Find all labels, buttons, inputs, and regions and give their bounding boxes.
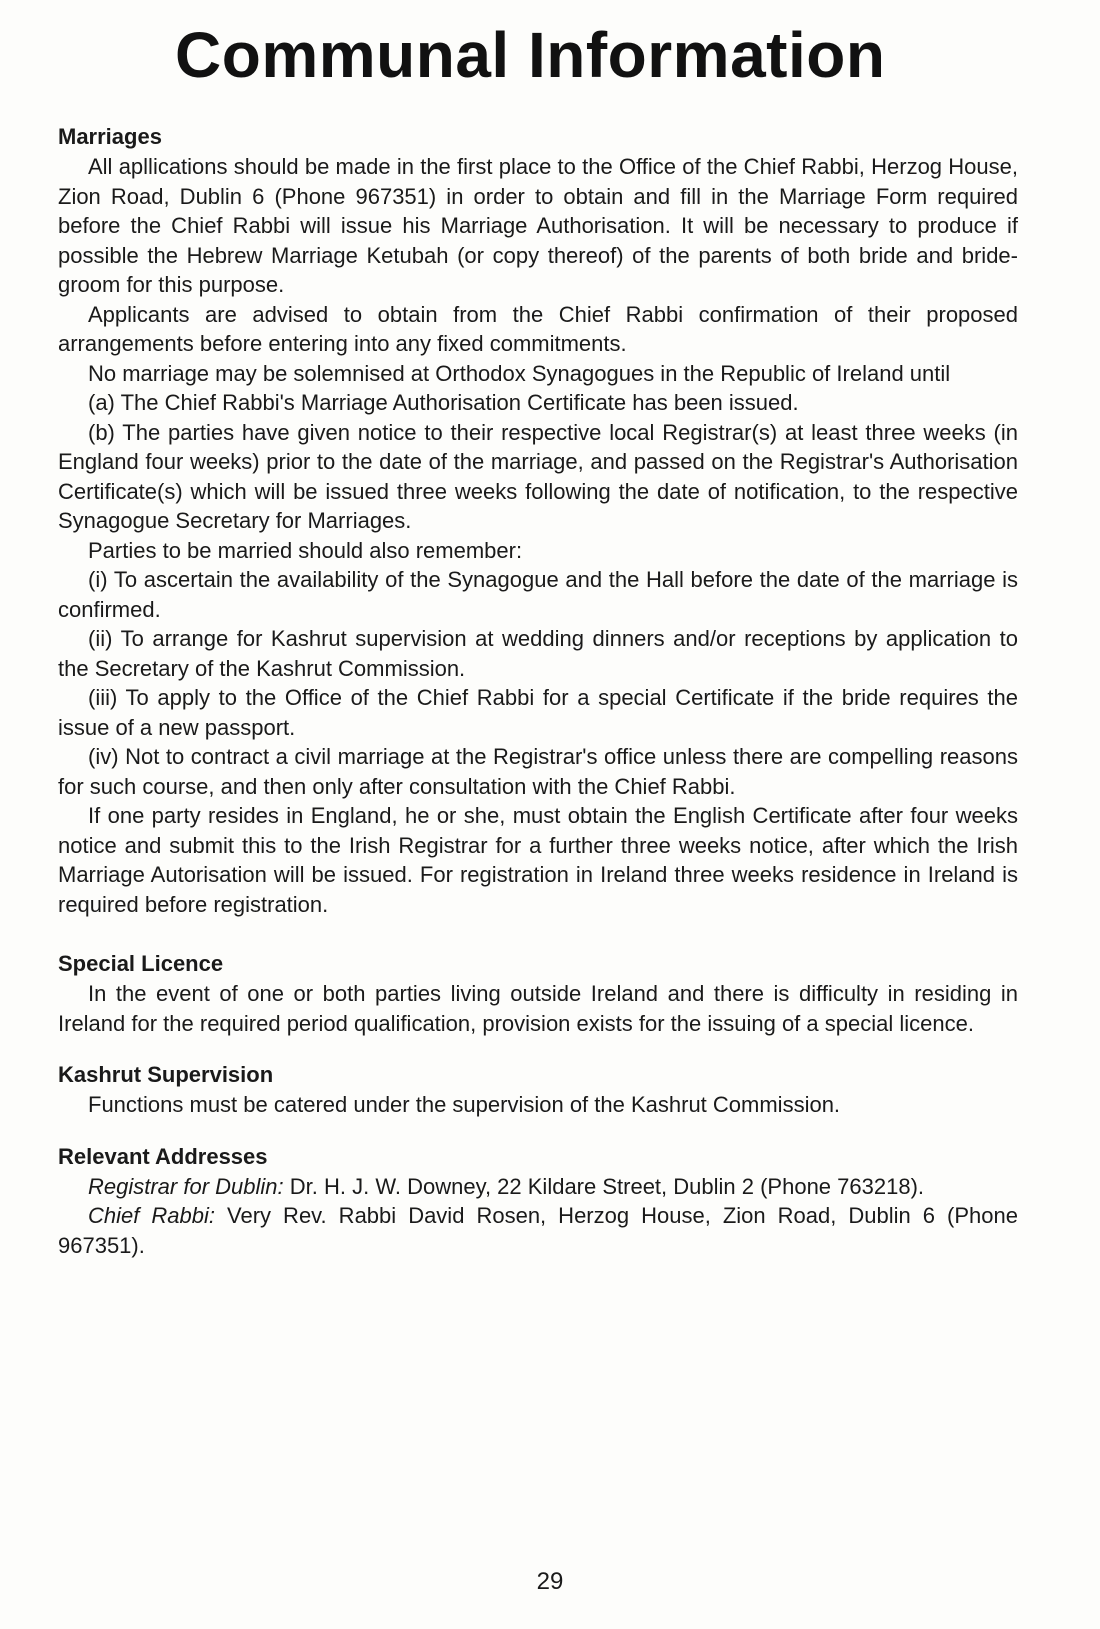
paragraph: In the event of one or both parties living outside Ireland and there is difficulty in residing in Ireland for the required period qualification, provision exists for the issuing of a special licence. bbox=[58, 981, 1018, 1036]
address-entry bbox=[58, 1201, 1018, 1260]
paragraph: If one party resides in England, he or she, must obtain the English Certificate after four weeks notice and submit this to the Irish Registrar for a further three weeks notice, after which the Irish Marriage Autorisation will be issued. For registration in Ireland three weeks residence in Ireland is required before registration. bbox=[58, 803, 1018, 917]
page-content bbox=[58, 122, 1018, 1260]
reminder-item: (ii) To arrange for Kashrut supervision at wedding dinners and/or receptions by application to the Secretary of the Kashrut Commission. bbox=[58, 626, 1018, 681]
section-heading-marriages: Marriages bbox=[58, 124, 162, 149]
condition-item: (b) The parties have given notice to their respective local Registrar(s) at least three weeks (in England four weeks) prior to the date of the marriage, and passed on the Registrar's Authorisation Certificate(s) which will be issued three weeks following the date of notification, to the respective Synagogue Secretary for Marriages. bbox=[58, 419, 1018, 533]
marriages-section bbox=[58, 122, 1018, 919]
section-spacer bbox=[58, 919, 1018, 949]
page-title: Communal Information bbox=[175, 19, 886, 91]
paragraph: Applicants are advised to obtain from the Chief Rabbi confirmation of their proposed arrangements before entering into any fixed commitments. bbox=[58, 301, 1018, 356]
address-details: Dr. H. J. W. Downey, 22 Kildare Street, Dublin 2 (Phone 763218). bbox=[289, 1173, 925, 1199]
reminder-item: (iii) To apply to the Office of the Chief Rabbi for a special Certificate if the bride requires the issue of a new passport. bbox=[58, 685, 1018, 740]
paragraph: Parties to be married should also remember: bbox=[88, 537, 523, 563]
section-heading-kashrut: Kashrut Supervision bbox=[58, 1062, 274, 1087]
special-licence-section bbox=[58, 949, 1018, 1038]
section-heading-special-licence: Special Licence bbox=[58, 951, 224, 976]
paragraph: All apllications should be made in the first place to the Office of the Chief Rabbi, Herzog House, Zion Road, Dublin 6 (Phone 967351) in order to obtain and fill in the Marriage Form required before the Chief Rabbi will issue his Marriage Authorisation. It will be necessary to produce if possible the Hebrew Marriage Ketubah (or copy thereof) of the parents of both bride and bride-groom for this purpose. bbox=[58, 154, 1018, 297]
page-number: 29 bbox=[536, 1568, 564, 1595]
section-heading-addresses: Relevant Addresses bbox=[58, 1143, 268, 1169]
paragraph: No marriage may be solemnised at Orthodox Synagogues in the Republic of Ireland until bbox=[88, 360, 951, 386]
address-entry bbox=[58, 1172, 1018, 1202]
addresses-section bbox=[58, 1142, 1018, 1261]
reminder-item: (i) To ascertain the availability of the Synagogue and the Hall before the date of the marriage is confirmed. bbox=[58, 567, 1018, 622]
paragraph: Functions must be catered under the supervision of the Kashrut Commission. bbox=[88, 1092, 841, 1117]
address-details: Very Rev. Rabbi David Rosen, Herzog House, Zion Road, Dublin 6 (Phone 967351). bbox=[58, 1203, 1018, 1258]
reminder-item: (iv) Not to contract a civil marriage at the Registrar's office unless there are compelling reasons for such course, and then only after consultation with the Chief Rabbi. bbox=[58, 744, 1018, 799]
address-role: Chief Rabbi: bbox=[88, 1203, 215, 1228]
section-spacer bbox=[58, 1038, 1018, 1060]
section-spacer bbox=[58, 1120, 1018, 1142]
kashrut-section bbox=[58, 1060, 1018, 1120]
condition-item: (a) The Chief Rabbi's Marriage Authorisation Certificate has been issued. bbox=[88, 390, 799, 415]
address-role: Registrar for Dublin: bbox=[88, 1173, 284, 1199]
